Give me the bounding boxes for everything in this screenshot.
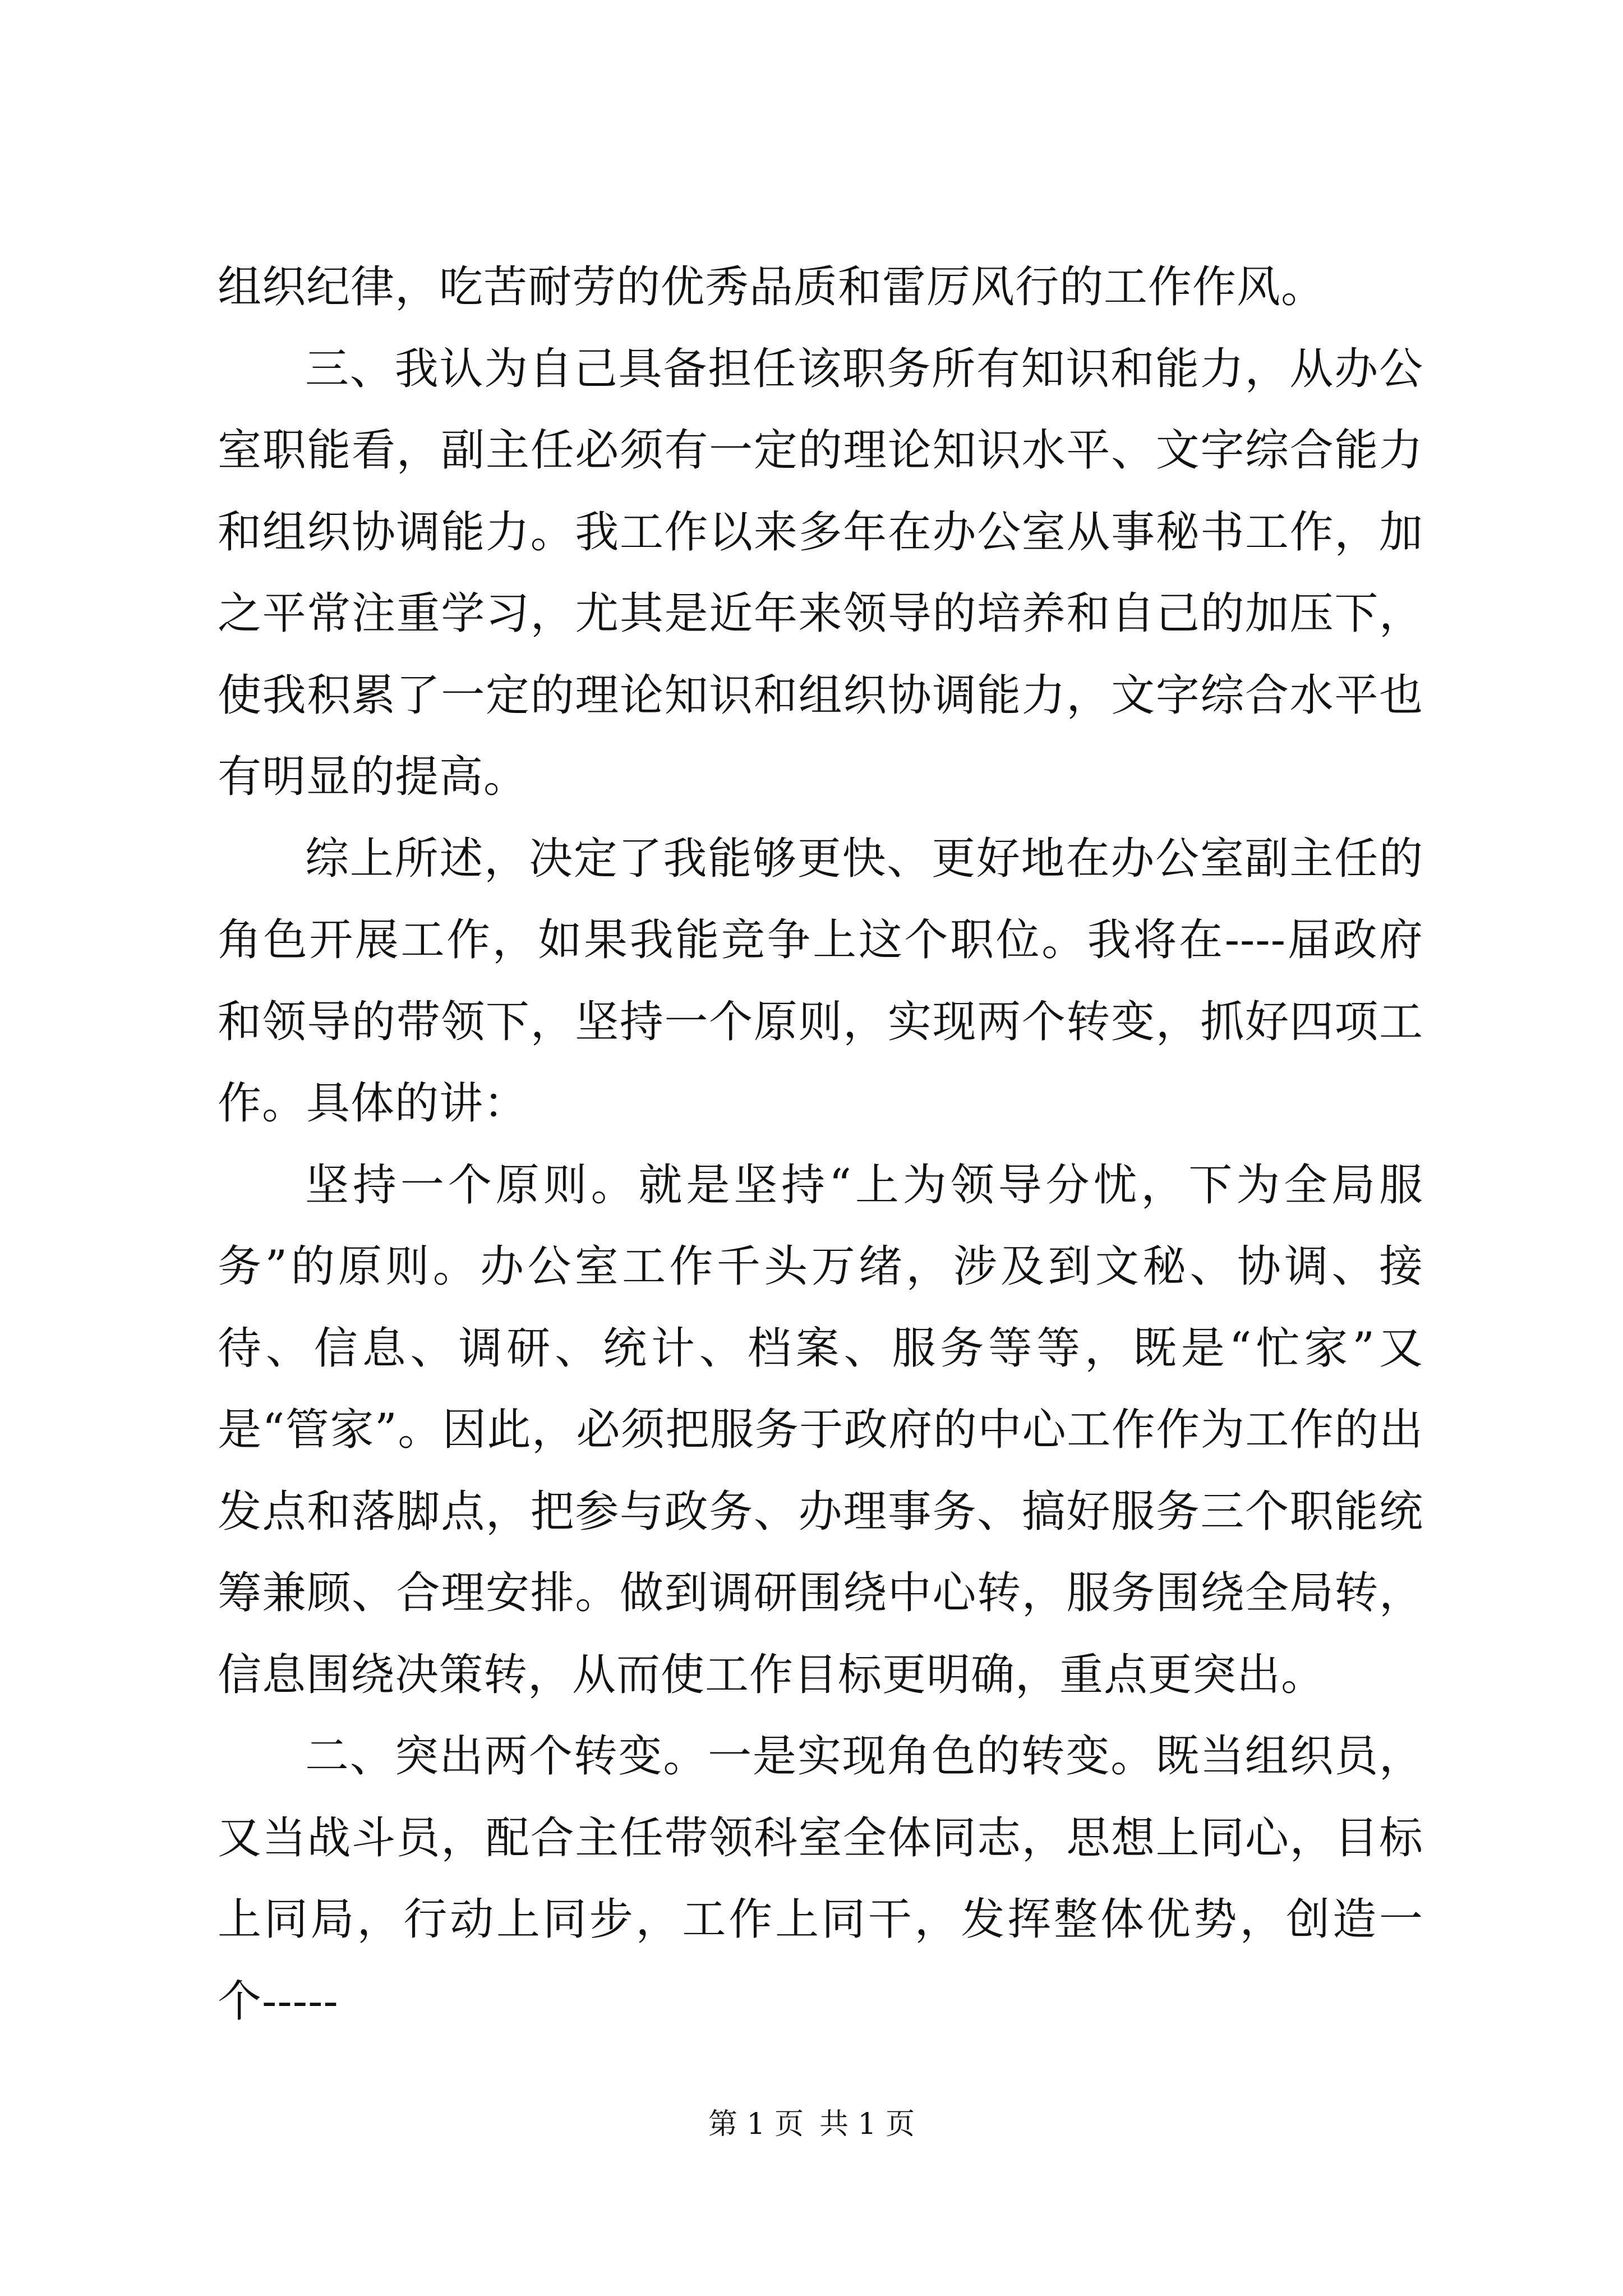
document-body [218,247,1423,2042]
page-footer [0,2106,1623,2142]
page-number-label: 第 1 页 [708,2108,804,2141]
paragraph-1: 组织纪律，吃苦耐劳的优秀品质和雷厉风行的工作作风。 [218,262,1326,312]
page-total-label: 共 1 页 [819,2108,915,2141]
paragraph-2: 三、我认为自己具备担任该职务所有知识和能力，从办公室职能看，副主任必须有一定的理论知识水平、文字综合能力和组织协调能力。我工作以来多年在办公室从事秘书工作，加之平常注重学习，尤其是近年来领导的培养和自己的加压下，使我积累了一定的理论知识和组织协调能力，文字综合水平也有明显的提高。 [218,343,1423,802]
paragraph-5: 二、突出两个转变。一是实现角色的转变。既当组织员，又当战斗员，配合主任带领科室全体同志，思想上同心，目标上同局，行动上同步，工作上同干，发挥整体优势，创造一个----- [218,1731,1423,2027]
paragraph-4: 坚持一个原则。就是坚持“上为领导分忧，下为全局服务”的原则。办公室工作千头万绪，涉及到文秘、协调、接待、信息、调研、统计、档案、服务等等，既是“忙家”又是“管家”。因此，必须把服务于政府的中心工作作为工作的出发点和落脚点，把参与政务、办理事务、搞好服务三个职能统筹兼顾、合理安排。做到调研围绕中心转，服务围绕全局转，信息围绕决策转，从而使工作目标更明确，重点更突出。 [218,1159,1423,1700]
paragraph-3: 综上所述，决定了我能够更快、更好地在办公室副主任的角色开展工作，如果我能竞争上这个职位。我将在----届政府和领导的带领下，坚持一个原则，实现两个转变，抓好四项工作。具体的讲： [218,833,1423,1129]
